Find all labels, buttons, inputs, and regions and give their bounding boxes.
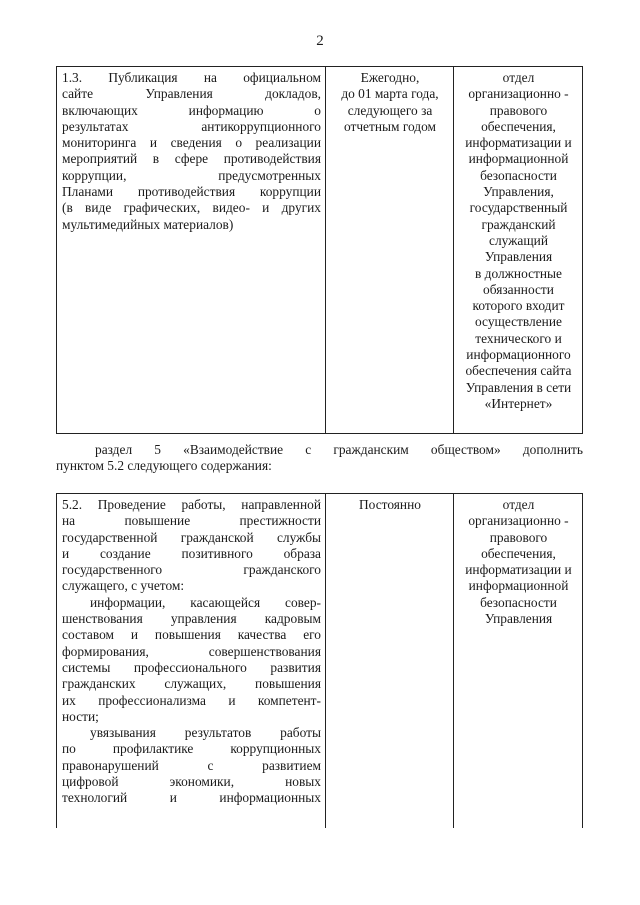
responsible-cell xyxy=(454,494,583,829)
text-line: включающих информацию о xyxy=(62,102,321,118)
text-line: Управления xyxy=(484,611,553,627)
text-line: безопасности xyxy=(480,167,557,183)
text-line: Ежегодно, xyxy=(360,70,420,85)
text-line: ности; xyxy=(62,708,99,724)
text-line: информатизации и xyxy=(465,562,572,578)
text-line: технологий и информационных xyxy=(62,790,321,806)
text-line: увязывания результатов работы xyxy=(90,725,321,741)
text-line: безопасности xyxy=(480,594,557,610)
text-line: Планами противодействия коррупции xyxy=(62,184,321,200)
text-line: «Интернет» xyxy=(484,395,553,411)
text-line: шенствования управления кадровым xyxy=(62,611,321,627)
text-line: правонарушений с развитием xyxy=(62,757,321,773)
text-line: цифровой экономики, новых xyxy=(62,774,321,790)
text-line: обязанности xyxy=(483,281,554,297)
deadline-cell xyxy=(326,494,454,829)
text-line: государственной гражданской службы xyxy=(62,529,321,545)
text-line: 5.2. Проведение работы, направленной xyxy=(62,497,321,512)
text-line: информатизации и xyxy=(465,135,572,151)
measure-description-cell xyxy=(57,494,326,829)
text-line: служащего, с учетом: xyxy=(62,578,185,594)
text-line: гражданский xyxy=(481,216,556,232)
text-line: обеспечения, xyxy=(481,118,556,134)
text-line: служащий xyxy=(489,232,548,248)
text-line: Управления в сети xyxy=(465,379,572,395)
deadline-cell xyxy=(326,67,454,434)
text-line: мероприятий в сфере противодействия xyxy=(62,151,321,167)
text-line: на повышение престижности xyxy=(62,513,321,529)
text-line: составом и повышения качества его xyxy=(62,627,321,643)
text-line: организационно - xyxy=(468,513,569,529)
table-row xyxy=(57,67,583,434)
text-line: правового xyxy=(489,529,548,545)
table-row xyxy=(57,494,583,829)
text-line: сайте Управления докладов, xyxy=(62,86,321,102)
text-line: до 01 марта года, xyxy=(341,86,439,102)
text-line: обеспечения сайта xyxy=(465,363,572,379)
text-line: информационного xyxy=(466,347,571,363)
paragraph-line: пунктом 5.2 следующего содержания: xyxy=(56,458,272,474)
text-line: гражданских служащих, повышения xyxy=(62,676,321,692)
text-line: мониторинга и сведения о реализации xyxy=(62,135,321,151)
text-line: технического и xyxy=(475,330,562,346)
text-line: государственного гражданского xyxy=(62,562,321,578)
text-line: которого входит xyxy=(472,298,565,314)
text-line: и создание позитивного образа xyxy=(62,545,321,561)
text-line: правового xyxy=(489,102,548,118)
page-number: 2 xyxy=(316,33,324,49)
text-line: в должностные xyxy=(474,265,563,281)
text-line: отдел xyxy=(502,70,535,85)
text-line: мультимедийных материалов) xyxy=(62,216,234,232)
text-line: отчетным годом xyxy=(343,118,437,134)
text-line: информационной xyxy=(468,578,569,594)
amendment-paragraph xyxy=(56,442,583,475)
text-line: отдел xyxy=(502,497,535,512)
text-line: результатах антикоррупционного xyxy=(62,118,321,134)
text-line: их профессионализма и компетент- xyxy=(62,692,321,708)
text-line: информационной xyxy=(468,151,569,167)
measures-table-new-item xyxy=(56,493,583,828)
text-line: обеспечения, xyxy=(481,545,556,561)
text-line: формирования, совершенствования xyxy=(62,643,321,659)
text-line: по профилактике коррупционных xyxy=(62,741,321,757)
text-line: (в виде графических, видео- и других xyxy=(62,200,321,216)
text-line: организационно - xyxy=(468,86,569,102)
text-line: следующего за xyxy=(347,102,433,118)
measure-description-cell xyxy=(57,67,326,434)
text-line: информации, касающейся совер- xyxy=(90,594,321,610)
paragraph-line: раздел 5 «Взаимодействие с гражданским обществом» дополнить xyxy=(95,442,583,457)
text-line: государственный xyxy=(469,200,568,216)
responsible-cell xyxy=(454,67,583,434)
measures-table-continued xyxy=(56,66,583,434)
text-line: 1.3. Публикация на официальном xyxy=(62,70,321,85)
text-line: системы профессионального развития xyxy=(62,659,321,675)
text-line: коррупции, предусмотренных xyxy=(62,167,321,183)
text-line: Управления xyxy=(484,249,553,265)
text-line: Управления, xyxy=(483,184,554,200)
text-line: осуществление xyxy=(475,314,562,330)
text-line: Постоянно xyxy=(359,497,421,512)
